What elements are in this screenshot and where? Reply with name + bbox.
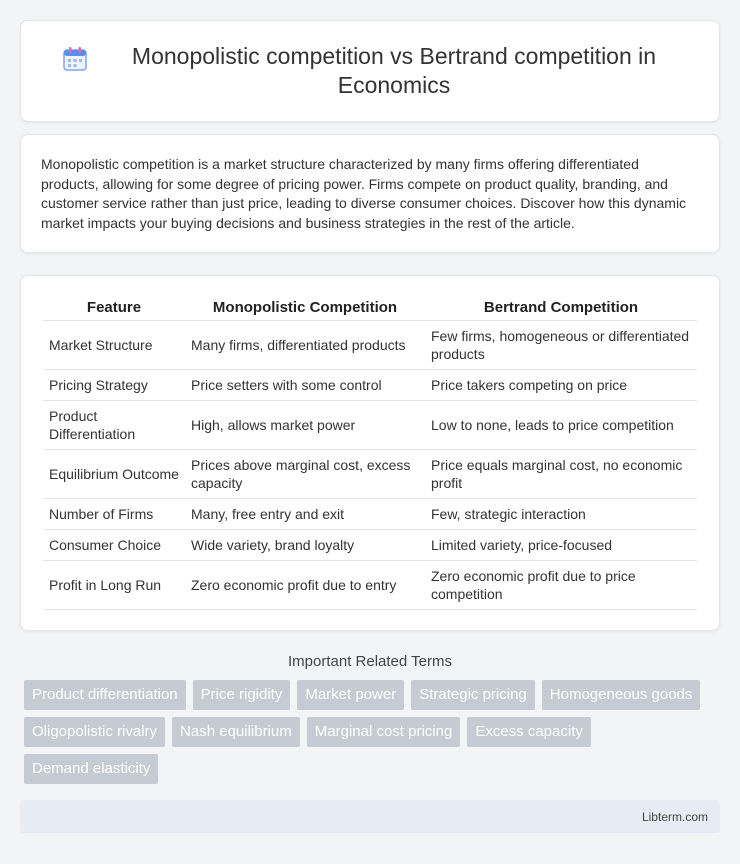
header-monopolistic: Monopolistic Competition	[185, 296, 425, 320]
table-header-row	[43, 296, 697, 320]
table-cell: Few, strategic interaction	[425, 498, 697, 529]
related-terms-heading: Important Related Terms	[288, 653, 452, 670]
term-tag[interactable]: Market power	[297, 680, 404, 710]
table-cell: Many firms, differentiated products	[185, 320, 425, 369]
calendar-icon	[61, 45, 89, 73]
table-cell: Limited variety, price-focused	[425, 529, 697, 560]
footer	[20, 800, 720, 833]
header-bertrand: Bertrand Competition	[425, 296, 697, 320]
term-tag[interactable]: Price rigidity	[193, 680, 291, 710]
term-tag[interactable]: Product differentiation	[24, 680, 186, 710]
table-row	[43, 498, 697, 529]
table-cell: Zero economic profit due to entry	[185, 560, 425, 609]
page-title: Monopolistic competition vs Bertrand competition in Economics	[131, 43, 657, 98]
header-card	[20, 20, 720, 122]
table-cell: Many, free entry and exit	[185, 498, 425, 529]
comparison-table	[43, 296, 697, 610]
table-cell: Product Differentiation	[43, 400, 185, 449]
term-tag[interactable]: Oligopolistic rivalry	[24, 717, 165, 747]
table-cell: Few firms, homogeneous or differentiated products	[425, 320, 697, 369]
term-tag[interactable]: Homogeneous goods	[542, 680, 701, 710]
table-cell: High, allows market power	[185, 400, 425, 449]
table-row	[43, 529, 697, 560]
table-cell: Equilibrium Outcome	[43, 449, 185, 498]
table-row	[43, 400, 697, 449]
footer-site-link[interactable]: Libterm.com	[641, 809, 708, 824]
table-row	[43, 560, 697, 609]
table-cell: Zero economic profit due to price competition	[425, 560, 697, 609]
table-cell: Wide variety, brand loyalty	[185, 529, 425, 560]
table-row	[43, 449, 697, 498]
comparison-card	[20, 275, 720, 631]
term-tag[interactable]: Nash equilibrium	[172, 717, 300, 747]
intro-paragraph: Monopolistic competition is a market structure characterized by many firms offering differentiated products, allowing for some degree of pricing power. Firms compete on product quality, branding, and customer service rather than just price, leading to diverse consumer choices. Discover how this dynamic market impacts your buying decisions and business strategies in the rest of the article.	[41, 156, 687, 231]
term-tag[interactable]: Marginal cost pricing	[307, 717, 461, 747]
title-wrap	[61, 42, 679, 100]
table-row	[43, 369, 697, 400]
table-cell: Market Structure	[43, 320, 185, 369]
table-cell: Consumer Choice	[43, 529, 185, 560]
intro-card	[20, 134, 720, 253]
term-tag[interactable]: Excess capacity	[467, 717, 591, 747]
table-cell: Low to none, leads to price competition	[425, 400, 697, 449]
table-cell: Prices above marginal cost, excess capacity	[185, 449, 425, 498]
related-terms-list	[20, 680, 720, 784]
table-cell: Profit in Long Run	[43, 560, 185, 609]
header-feature: Feature	[43, 296, 185, 320]
term-tag[interactable]: Strategic pricing	[411, 680, 535, 710]
table-cell: Price setters with some control	[185, 369, 425, 400]
table-cell: Pricing Strategy	[43, 369, 185, 400]
table-cell: Number of Firms	[43, 498, 185, 529]
table-cell: Price equals marginal cost, no economic profit	[425, 449, 697, 498]
table-cell: Price takers competing on price	[425, 369, 697, 400]
term-tag[interactable]: Demand elasticity	[24, 754, 158, 784]
table-row	[43, 320, 697, 369]
